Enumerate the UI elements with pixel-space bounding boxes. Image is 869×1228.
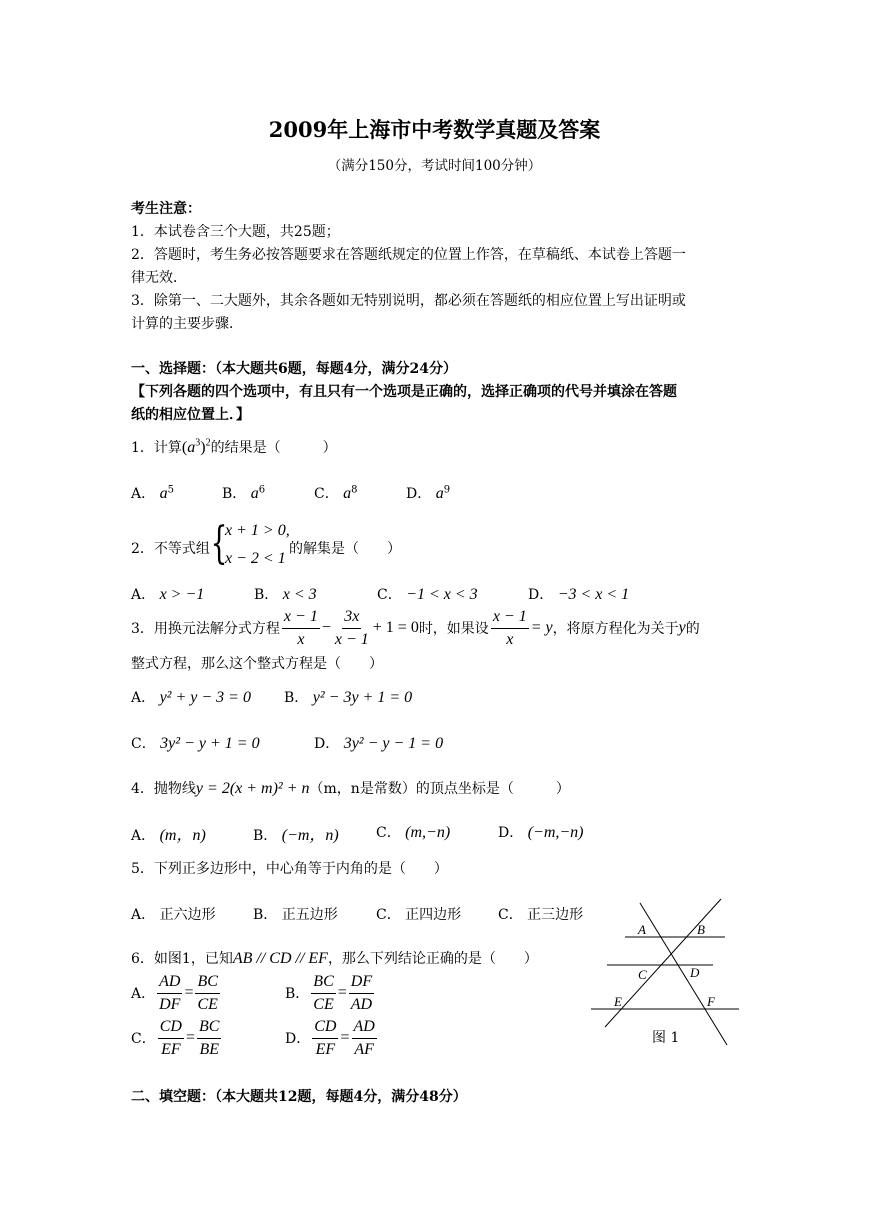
q2-stem-post: 的解集是（ ）	[289, 541, 401, 557]
q1-option-d: D． $a^9$	[406, 484, 451, 502]
q2-option-b: B． x < 3	[254, 586, 317, 603]
q3-option-c: C． 3y² − y + 1 = 0	[131, 735, 260, 752]
q4-option-d: D． (−m,−n)	[498, 824, 584, 841]
q1-option-b: B． $a^6$	[222, 484, 266, 502]
q1-option-a: A． $a^5$	[131, 484, 174, 502]
q6-stem-post: ，那么下列结论正确的是（ ）	[327, 951, 538, 967]
notice-line-3b: 计算的主要步骤．	[131, 316, 243, 332]
q4-stem-mid: （m，n是常数）的顶点坐标是（ ）	[309, 781, 570, 797]
page-subtitle: （满分150分，考试时间100分钟）	[327, 158, 542, 174]
q3-stem-end: 的	[685, 621, 700, 637]
notice-line-2b: 律无效．	[131, 270, 187, 286]
q5-options	[131, 904, 591, 928]
q3-eq-y: = y	[530, 619, 553, 636]
q2-ineq-1: x + 1 > 0,	[225, 522, 290, 539]
q2-ineq-2: x − 2 < 1	[225, 550, 286, 567]
section1-heading: 一、选择题：（本大题共6题，每题4分，满分24分）	[131, 361, 457, 377]
notice-line-3a: 3．除第一、二大题外，其余各题如无特别说明，都必须在答题纸的相应位置上写出证明或	[131, 293, 686, 309]
fig-label-e: E	[614, 994, 622, 1009]
q6-option-c: C． $\frac{CD}{EF}$ = $\frac{BC}{BE}$	[131, 1017, 220, 1058]
q6-stem-pre: 6．如图1，已知	[131, 951, 233, 967]
q3-fraction-2: $\frac{3x}{x - 1}$	[334, 607, 369, 648]
q1-stem-post: 的结果是（ ）	[210, 440, 337, 456]
q3-fraction-3: $\frac{x - 1}{x}$	[492, 607, 527, 648]
q1-stem-pre: 1．计算	[131, 440, 182, 456]
q5-option-b: B． 正五边形	[253, 907, 338, 923]
q5-option-c: C． 正四边形	[376, 907, 462, 923]
q1-options	[131, 483, 491, 507]
notice-line-2a: 2．答题时，考生务必按答题要求在答题纸规定的位置上作答，在草稿纸、本试卷上答题一	[131, 247, 686, 263]
fig-label-f: F	[707, 994, 715, 1009]
q2-option-d: D． −3 < x < 1	[528, 586, 630, 603]
q2-options	[131, 584, 631, 608]
q3-options-row-2	[131, 733, 531, 757]
q3-eq-tail: + 1 = 0	[372, 619, 419, 636]
q3-options-row-1	[131, 687, 531, 711]
fig-label-c: C	[638, 967, 647, 982]
q6-option-b: B． $\frac{BC}{CE}$ = $\frac{DF}{AD}$	[285, 972, 373, 1013]
q4-option-a: A． (m，n)	[131, 827, 206, 844]
fig-label-a: A	[638, 922, 646, 937]
question-1	[131, 437, 337, 457]
q4-formula: y = 2(x + m)² + n	[195, 780, 310, 797]
q3-stem-mid: 时，如果设	[418, 621, 489, 637]
section2-heading: 二、填空题：（本大题共12题，每题4分，满分48分）	[131, 1089, 467, 1105]
q4-option-b: B． (−m，n)	[253, 827, 339, 844]
page-title: 2009年上海市中考数学真题及答案	[268, 117, 601, 142]
transversal-2	[605, 899, 721, 1027]
q5-option-d: C． 正三边形	[498, 907, 584, 923]
q2-option-a: A． x > −1	[131, 586, 205, 603]
q3-option-b: B． y² − 3y + 1 = 0	[284, 689, 413, 706]
q1-formula: $(a^3)^2$	[181, 437, 211, 456]
q3-var-y: y	[678, 619, 686, 636]
q3-stem-post: ，将原方程化为关于	[552, 621, 679, 637]
q1-option-c: C． $a^8$	[314, 484, 358, 502]
notice-heading: 考生注意：	[131, 201, 201, 217]
q3-option-d: D． 3y² − y − 1 = 0	[314, 735, 444, 752]
q3-option-a: A． y² + y − 3 = 0	[131, 689, 251, 706]
question-4	[131, 778, 570, 798]
section1-instruction-1: 【下列各题的四个选项中，有且只有一个选项是正确的，选择正确项的代号并填涂在答题	[131, 384, 677, 400]
q3-fraction-1: $\frac{x - 1}{x}$	[283, 607, 318, 648]
q6-option-d: D． $\frac{CD}{EF}$ = $\frac{AD}{AF}$	[285, 1017, 375, 1058]
q3-line-2: 整式方程，那么这个整式方程是（ ）	[131, 656, 383, 672]
q2-brace: {	[210, 518, 228, 569]
question-3	[131, 606, 700, 650]
q5-option-a: A． 正六边形	[131, 907, 216, 923]
q2-stem-pre: 2．不等式组	[131, 541, 210, 557]
q6-formula: AB // CD // EF	[232, 950, 328, 967]
q6-option-a: A． $\frac{AD}{DF}$ = $\frac{BC}{CE}$	[131, 972, 218, 1013]
figure-caption: 图 1	[652, 1030, 680, 1046]
q2-option-c: C． −1 < x < 3	[377, 586, 478, 603]
fig-label-b: B	[697, 922, 705, 937]
notice-line-1: 1．本试卷含三个大题，共25题；	[131, 224, 340, 240]
question-5: 5．下列正多边形中，中心角等于内角的是（ ）	[131, 861, 448, 877]
q4-options	[131, 822, 601, 846]
q3-stem-pre: 3．用换元法解分式方程	[131, 621, 280, 637]
q4-option-c: C． (m,−n)	[376, 824, 451, 841]
question-6	[131, 948, 538, 968]
q3-minus: −	[321, 619, 331, 636]
fig-label-d: D	[690, 965, 700, 980]
q4-stem-pre: 4．抛物线	[131, 781, 196, 797]
section1-instruction-2: 纸的相应位置上．】	[131, 407, 250, 423]
